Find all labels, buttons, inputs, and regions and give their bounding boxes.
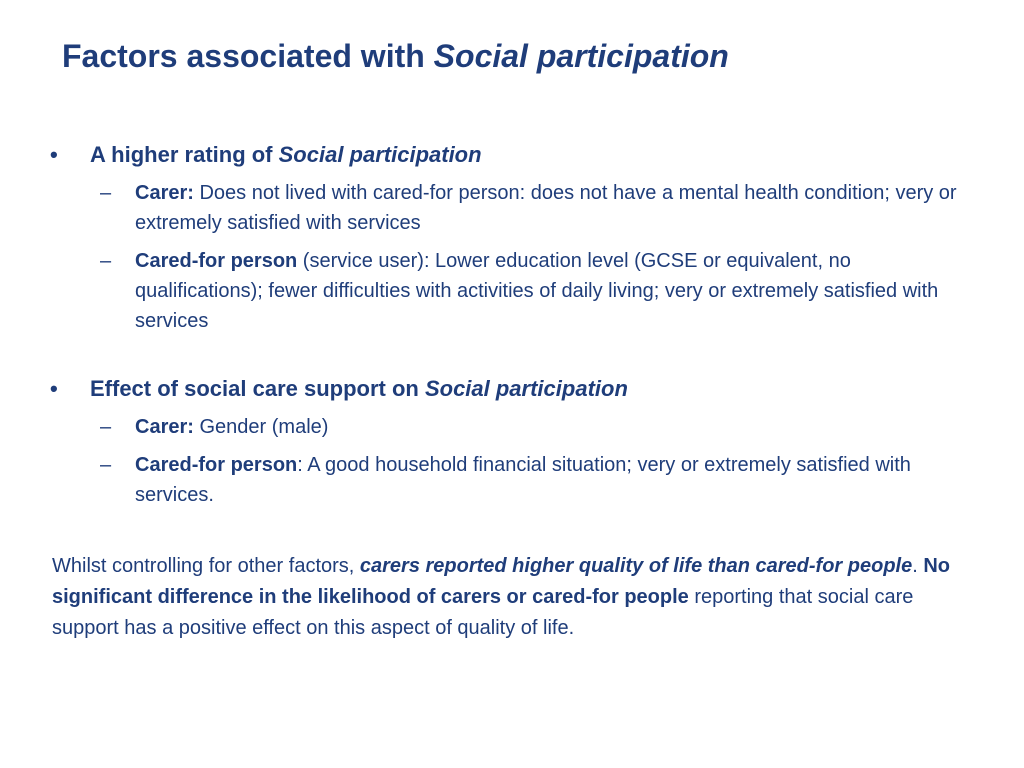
summary-part-5: reporting that social care support has a positive effect on this aspect of quality of life. [52,586,914,639]
summary-bold: No significant difference in the likelihood of carers or cared-for people [52,555,951,608]
slide-title [62,38,729,75]
section-2-heading-italic: Social participation [424,376,628,401]
section-1-heading-italic: Social participation [278,142,482,167]
bullet-section-2 [50,374,980,404]
bullet-section-1 [50,140,980,170]
sub-item-cared-for-2 [50,450,980,510]
section-2-heading-plain: Effect of social care support on [90,376,425,401]
summary-part-3: . [912,555,924,577]
dash-icon: – [100,182,112,204]
sub-item-carer-1 [50,178,980,238]
sub-item-text: (service user): Lower education level (GCSE or equivalent, no qualifications); fewer difficulties with activities of daily living; very or extremely satisfied with services [135,250,939,332]
bullet-icon: • [50,376,58,401]
sub-item-label: Carer: [135,182,194,204]
sub-item-text: : A good household financial situation; very or extremely satisfied with services. [135,454,911,506]
sub-item-text: Gender (male) [193,416,329,438]
summary-bold-italic: carers reported higher quality of life than cared-for people [359,555,913,577]
dash-icon: – [100,416,112,438]
dash-icon: – [100,250,112,272]
summary-part-1: Whilst controlling for other factors, [52,555,360,577]
title-plain: Factors associated with [62,38,434,74]
sub-item-label: Cared-for person [135,250,298,272]
sub-item-cared-for-1 [50,246,980,336]
sub-item-text: Does not lived with cared-for person: does not have a mental health condition; very or extremely satisfied with services [135,182,957,234]
bullet-list [50,140,980,510]
section-1-heading-plain: A higher rating of [90,142,279,167]
sub-item-label: Carer: [135,416,194,438]
sub-item-label: Cared-for person [135,454,298,476]
bullet-icon: • [50,142,58,167]
summary-paragraph [52,551,982,644]
sub-item-carer-2 [50,412,980,442]
title-italic: Social participation [433,38,729,74]
dash-icon: – [100,454,112,476]
